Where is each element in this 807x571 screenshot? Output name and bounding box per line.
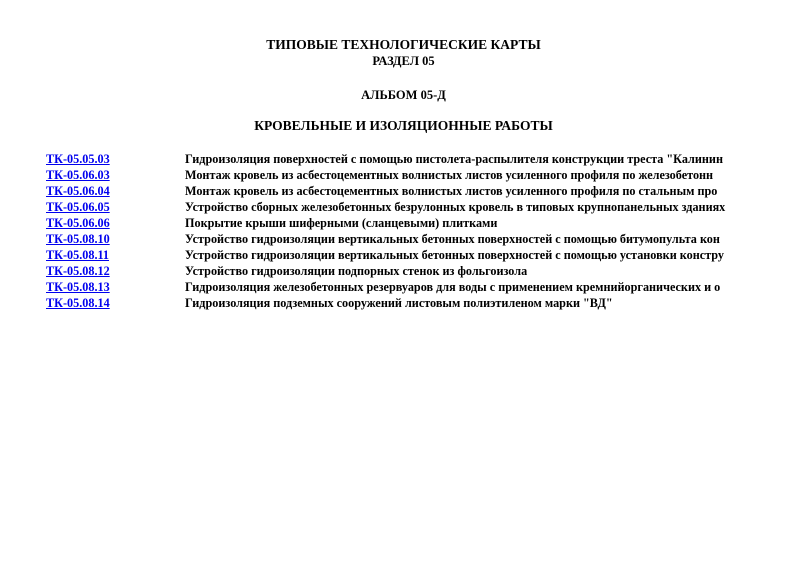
document-title: Устройство гидроизоляции вертикальных бетонных поверхностей с помощью установки констру (185, 248, 725, 262)
document-link[interactable]: ТК-05.06.06 (46, 216, 110, 230)
document-title: Монтаж кровель из асбестоцементных волнистых листов усиленного профиля по железобетонн (185, 168, 714, 182)
document-title: Гидроизоляция железобетонных резервуаров для воды с применением кремнийорганических и о (185, 280, 721, 294)
album-label: АЛЬБОМ 05-Д (361, 88, 446, 102)
document-link[interactable]: ТК-05.06.03 (46, 168, 110, 182)
section-heading: КРОВЕЛЬНЫЕ И ИЗОЛЯЦИОННЫЕ РАБОТЫ (254, 118, 553, 133)
document-title: Монтаж кровель из асбестоцементных волнистых листов усиленного профиля по стальным про (185, 184, 718, 198)
document-title: Устройство гидроизоляции подпорных стенок из фольгоизола (185, 264, 528, 278)
list-item (46, 215, 770, 231)
list-item (46, 167, 770, 183)
document-link[interactable]: ТК-05.06.05 (46, 200, 110, 214)
document-link[interactable]: ТК-05.06.04 (46, 184, 110, 198)
list-item (46, 183, 770, 199)
document-link[interactable]: ТК-05.08.14 (46, 296, 110, 310)
document-link[interactable]: ТК-05.08.11 (46, 248, 110, 262)
document-list (46, 151, 770, 311)
page-title: ТИПОВЫЕ ТЕХНОЛОГИЧЕСКИЕ КАРТЫ (266, 37, 541, 52)
document-link[interactable]: ТК-05.05.03 (46, 152, 110, 166)
document-link[interactable]: ТК-05.08.10 (46, 232, 110, 246)
document-title: Покрытие крыши шиферными (сланцевыми) плитками (185, 216, 498, 230)
list-item (46, 199, 770, 215)
document-link[interactable]: ТК-05.08.13 (46, 280, 110, 294)
document-title: Устройство сборных железобетонных безрулонных кровель в типовых крупнопанельных зданиях (185, 200, 726, 214)
list-item (46, 263, 770, 279)
document-header (0, 37, 807, 69)
list-item (46, 151, 770, 167)
list-item (46, 295, 770, 311)
document-title: Гидроизоляция поверхностей с помощью пистолета-распылителя конструкции треста "Калинин (185, 152, 723, 166)
list-item (46, 231, 770, 247)
section-label: РАЗДЕЛ 05 (372, 54, 435, 68)
document-title: Гидроизоляция подземных сооружений листовым полиэтиленом марки "ВД" (185, 296, 613, 310)
list-item (46, 247, 770, 263)
document-title: Устройство гидроизоляции вертикальных бетонных поверхностей с помощью битумопульта кон (185, 232, 720, 246)
list-item (46, 279, 770, 295)
document-link[interactable]: ТК-05.08.12 (46, 264, 110, 278)
